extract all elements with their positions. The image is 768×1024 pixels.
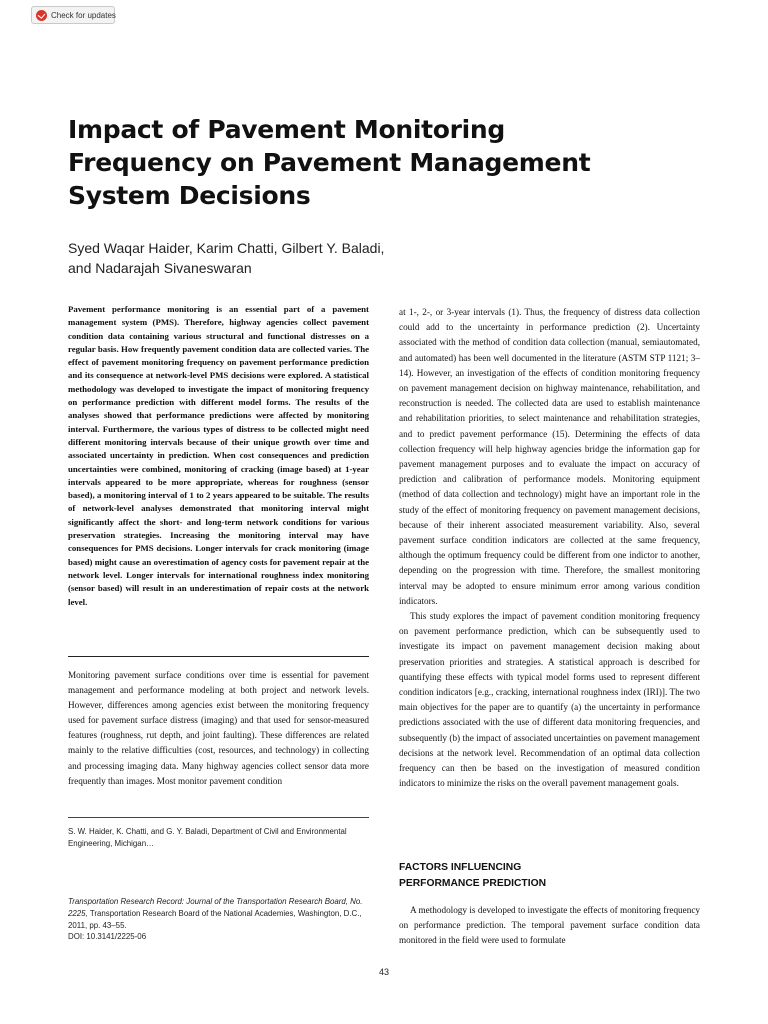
author-line-1: Syed Waqar Haider, Karim Chatti, Gilbert Y. Baladi, [68, 240, 385, 256]
abstract: Pavement performance monitoring is an essential part of a pavement management system (PMS). Therefore, highway agencies collect pavement condition data containing various structural and functional distresses on a regular basis. How frequently pavement condition data are collected varies. The effect of pavement monitoring frequency on pavement performance prediction and its consequence at network-level PMS decisions were explored. A statistical methodology was developed to investigate the impact of monitoring frequency on performance prediction with different model forms. The results of the analyses showed that performance predictions were affected by monitoring interval. Furthermore, the various types of distress to be collected might need different monitoring intervals because of their unique growth over time and associated uncertainty in prediction. When cost consequences and prediction uncertainties were combined, monitoring of cracking (image based) at 1-year intervals appeared to be more appropriate, whereas for roughness (sensor based), a monitoring interval of 1 to 2 years appeared to be suitable. The results of network-level analyses demonstrated that monitoring interval might significantly affect the short- and long-term network conditions for various preservation strategies. Increasing the monitoring interval may have consequences for PMS decisions. Longer intervals for crack monitoring (image based) might cause an overestimation of agency costs for pavement repair at the network level. Longer intervals for international roughness index monitoring (sensor based) will result in an underestimation of repair costs at the network level. [68, 304, 369, 607]
section-heading-line-2: PERFORMANCE PREDICTION [399, 878, 547, 889]
page-number: 43 [378, 967, 389, 977]
citation-details: Transportation Research Board of the National Academies, Washington, D.C., 2011, pp. 43–55. [68, 908, 362, 930]
section-heading-line-1: FACTORS INFLUENCING [399, 862, 522, 873]
author-line-2: and Nadarajah Sivaneswaran [68, 260, 252, 276]
author-list [68, 238, 668, 278]
section-heading [399, 860, 700, 892]
citation-journal: Transportation Research Record: Journal of the Transportation Research Board, No. 2225, [68, 897, 363, 918]
paper-title: Impact of Pavement Monitoring Frequency on Pavement Management System Decisions [68, 115, 591, 210]
author-affiliation-footnote: S. W. Haider, K. Chatti, and G. Y. Baladi, Department of Civil and Environmental Engineering, Michigan… [68, 827, 347, 848]
right-column [399, 305, 700, 792]
footnote-divider [68, 817, 369, 818]
check-circle-icon [36, 10, 47, 21]
doi-link[interactable]: DOI: 10.3141/2225-06 [68, 932, 147, 942]
check-for-updates-badge[interactable] [31, 6, 115, 24]
abstract-divider [68, 656, 369, 657]
check-for-updates-label: Check for updates [51, 10, 116, 20]
right-paragraph-2: This study explores the impact of pavement condition monitoring frequency on pavement performance prediction, which can be subsequently used to investigate its impact on pavement management decision making about preservation priorities and strategies. A statistical approach is described for quantifying these effects with typical model forms used to represent different condition indicators [e.g., cracking, international roughness index (IRI)]. The two main objectives for the paper are to quantify (a) the uncertainty in performance predictions associated with the use of different data monitoring frequencies, and subsequently (b) the impact of associated uncertainties on pavement management decisions at the network level. Recommendation of an optimal data collection frequency can then be based on the investigation of measured condition indicators to minimize the risks on the overall pavement management goals. [399, 611, 700, 789]
right-paragraph-1: at 1-, 2-, or 3-year intervals (1). Thus, the frequency of distress data collection could add to the uncertainty in performance prediction (2). Uncertainty associated with the method of condition data collection (manual, semiautomated, and automated) has been well documented in the literature (ASTM STP 1121; 3–14). However, an investigation of the effects of condition monitoring frequency on pavement management decision on highway maintenance, rehabilitation, and reconstruction is needed. The collected data are used to establish maintenance and rehabilitation priorities, to select maintenance and rehabilitation strategies, and to predict pavement performance (15). Determining the effects of data collection frequency will help highway agencies bridge the information gap for pavement management purposes and to evaluate the impact on accuracy of prediction and calibration of performance models. Monitoring equipment (method of data collection and technology) might have an important role in the study of the effect of monitoring frequency on pavement management decisions, because of their inherent associated measurement variability. Also, several pavement surface condition indicators are collected at the same frequency, although the optimum frequency could be different from one indictor to another, depending on the progression with time. Therefore, the smallest monitoring interval may be adopted to ensure minimum error among various condition indicators. [399, 307, 700, 606]
citation-footnote [68, 896, 369, 943]
introduction-text: Monitoring pavement surface conditions over time is essential for pavement management and performance modeling at both project and network levels. However, differences among agencies exist between the monitoring frequency used for pavement surface distress (imaging) and that used for sensor-measured features (roughness, rut depth, and joint faulting). These differences are related mainly to the relative difficulties (cost, resources, and technology) in collecting and processing imaging data. Many highway agencies collect sensor data more frequently than images. Most monitor pavement condition [68, 670, 369, 786]
section-text: A methodology is developed to investigate the effects of monitoring frequency on performance prediction. The temporal pavement surface condition data monitored in the field were used to formulate [399, 905, 700, 946]
